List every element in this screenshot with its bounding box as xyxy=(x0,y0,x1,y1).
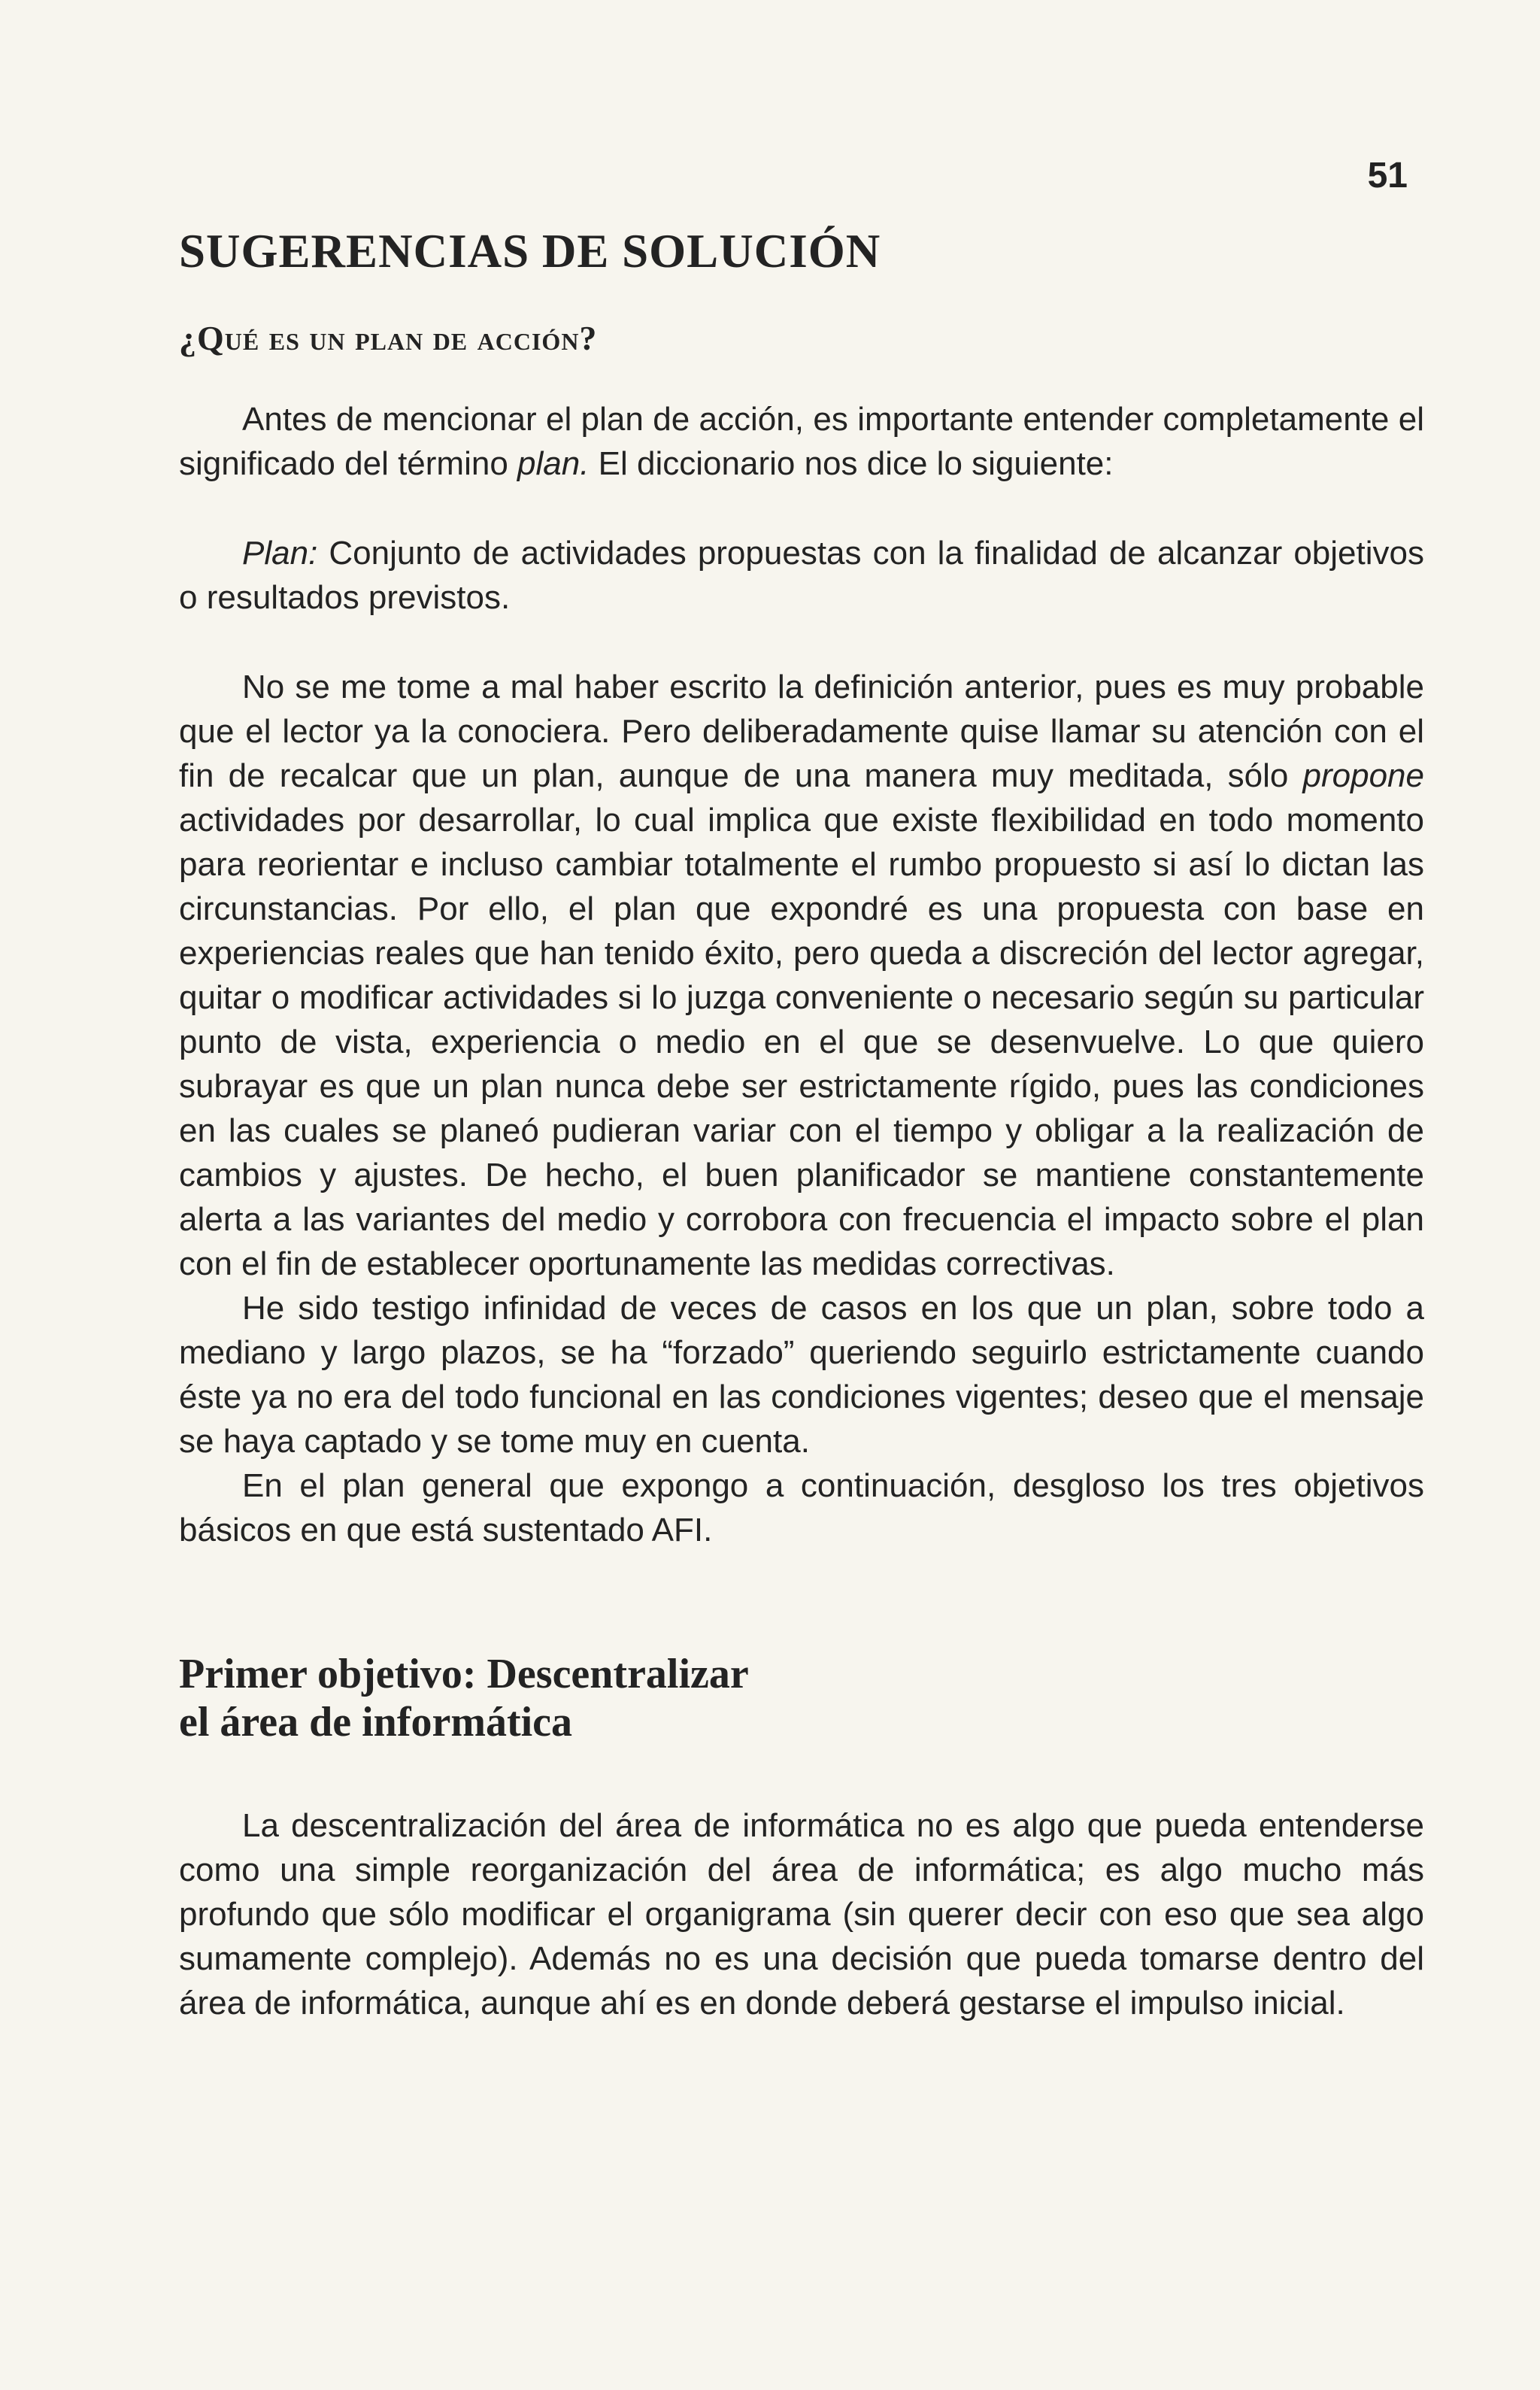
page-number: 51 xyxy=(1367,156,1408,196)
subheading: ¿Qué es un plan de acción? xyxy=(179,319,598,358)
definition-text: Conjunto de actividades propuestas con la finalidad de alcanzar objetivos o resultados previstos. xyxy=(179,534,1424,616)
definition-term: Plan: xyxy=(242,534,318,572)
paragraph-2-after: actividades por desarrollar, lo cual implica que existe flexibilidad en todo momento para reorientar e incluso cambiar totalmente el rumbo propuesto si así lo dictan las circunstancias. Por ello, el plan que expondré es una propuesta con base en experiencias reales que han tenido éxito, pero queda a discreción del lector agregar, quitar o modificar actividades si lo juzga conveniente o necesario según su particular punto de vista, experiencia o medio en el que se desenvuelve. Lo que quiero subrayar es que un plan nunca debe ser estrictamente rígido, pues las condiciones en las cuales se planeó pudieran variar con el tiempo y obligar a la realización de cambios y ajustes. De hecho, el buen planificador se mantiene constantemente alerta a las variantes del medio y corrobora con frecuencia el impacto sobre el plan con el fin de establecer oportunamente las medidas correctivas. xyxy=(179,801,1424,1282)
paragraph-2-before: No se me tome a mal haber escrito la definición anterior, pues es muy probable que el lector ya la conociera. Pero deliberadamente quise llamar su atención con el fin de recalcar que un plan, aunque de una manera muy meditada, sólo xyxy=(179,668,1424,794)
body-paragraph-2 xyxy=(179,665,1424,1286)
definition-paragraph xyxy=(179,531,1424,620)
intro-text-before: Antes de mencionar el plan de acción, es importante entender completamente el significado del término xyxy=(179,400,1424,482)
intro-paragraph xyxy=(179,397,1424,486)
intro-text-after: El diccionario nos dice lo siguiente: xyxy=(589,444,1114,482)
body-paragraph-5: La descentralización del área de informática no es algo que pueda entenderse como una simple reorganización del área de informática; es algo mucho más profundo que sólo modificar el organigrama (sin querer decir con eso que sea algo sumamente complejo). Además no es una decisión que pueda tomarse dentro del área de informática, aunque ahí es en donde deberá gestarse el impulso inicial. xyxy=(179,1806,1424,2021)
objective-title-line-2: el área de informática xyxy=(179,1698,573,1745)
body-paragraph-3: He sido testigo infinidad de veces de casos en los que un plan, sobre todo a mediano y largo plazos, se ha “forzado” queriendo seguirlo estrictamente cuando éste ya no era del todo funcional en las condiciones vigentes; deseo que el mensaje se haya captado y se tome muy en cuenta. xyxy=(179,1289,1424,1460)
page-content xyxy=(179,226,1424,2025)
paragraph-2-emphasis: propone xyxy=(1302,757,1424,794)
objective-title-line-1: Primer objetivo: Descentralizar xyxy=(179,1650,749,1697)
intro-emphasis: plan. xyxy=(517,444,590,482)
objective-title xyxy=(179,1650,1424,1746)
section-title: SUGERENCIAS DE SOLUCIÓN xyxy=(179,225,881,278)
body-paragraph-4: En el plan general que expongo a continuación, desgloso los tres objetivos básicos en que está sustentado AFI. xyxy=(179,1466,1424,1548)
